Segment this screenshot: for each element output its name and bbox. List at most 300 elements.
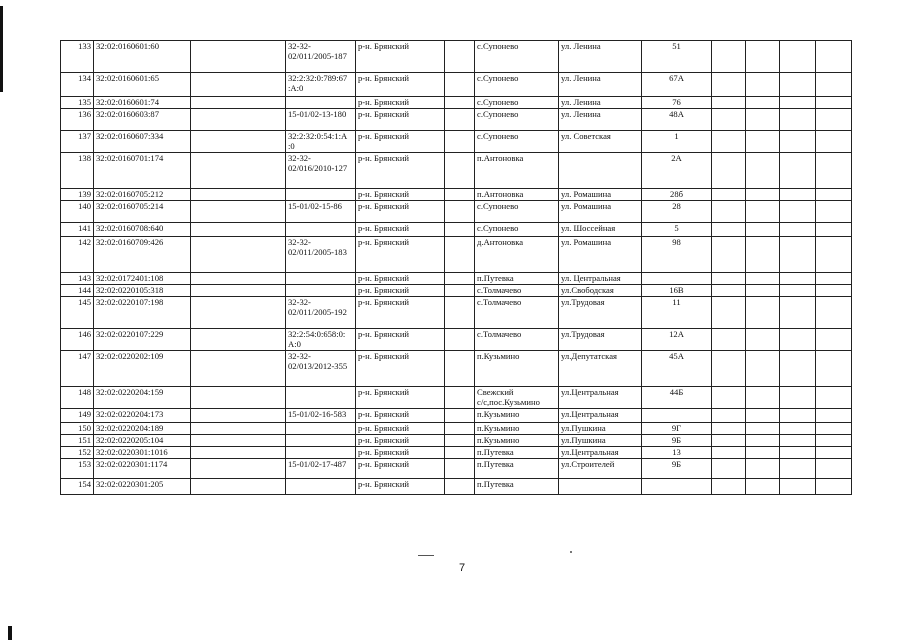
cell-cadastral-number: 32:02:0160705:214 [94, 201, 191, 223]
cell-empty [816, 109, 852, 131]
cell-empty [746, 73, 780, 97]
cell-cadastral-number: 32:02:0220105:318 [94, 285, 191, 297]
cell-house-number: 9Б [642, 435, 712, 447]
cell-empty [445, 285, 475, 297]
cell-empty [780, 73, 816, 97]
cell-empty [780, 387, 816, 409]
cell-empty [445, 41, 475, 73]
cell-empty [191, 297, 286, 329]
cell-empty [746, 41, 780, 73]
cell-empty [816, 201, 852, 223]
scan-edge-mark [0, 6, 3, 92]
table-row [61, 273, 852, 285]
cell-row-number: 137 [61, 131, 94, 153]
cell-row-number: 134 [61, 73, 94, 97]
cell-empty [191, 153, 286, 189]
cell-row-number: 150 [61, 423, 94, 435]
cell-empty [191, 73, 286, 97]
cell-empty [816, 189, 852, 201]
cell-locality: с.Супонево [475, 41, 559, 73]
cell-cadastral-number: 32:02:0160708:640 [94, 223, 191, 237]
cell-empty [746, 201, 780, 223]
cell-district: р-н. Брянский [356, 329, 445, 351]
cell-locality: п.Антоновка [475, 153, 559, 189]
cell-district: р-н. Брянский [356, 41, 445, 73]
cell-empty [445, 459, 475, 479]
cell-row-number: 139 [61, 189, 94, 201]
cell-cadastral-number: 32:02:0220204:173 [94, 409, 191, 423]
cell-locality: с.Толмачево [475, 329, 559, 351]
cell-street [559, 153, 642, 189]
cell-house-number: 9Г [642, 423, 712, 435]
cell-street: ул. Советская [559, 131, 642, 153]
cell-empty [816, 223, 852, 237]
cell-row-number: 147 [61, 351, 94, 387]
cell-empty [780, 41, 816, 73]
cell-empty [191, 351, 286, 387]
table-row [61, 409, 852, 423]
cell-empty [780, 131, 816, 153]
cell-empty [445, 153, 475, 189]
cell-cadastral-number: 32:02:0172401:108 [94, 273, 191, 285]
cell-registration-number [286, 387, 356, 409]
cell-locality: Свежский с/с,пос.Кузьмино [475, 387, 559, 409]
cell-street: ул. Ленина [559, 109, 642, 131]
cell-registration-number: 32:2:32:0:54:1:А :0 [286, 131, 356, 153]
cell-empty [746, 387, 780, 409]
cell-row-number: 148 [61, 387, 94, 409]
cell-row-number: 135 [61, 97, 94, 109]
cell-empty [712, 435, 746, 447]
cell-empty [445, 189, 475, 201]
cell-cadastral-number: 32:02:0220204:159 [94, 387, 191, 409]
cell-empty [816, 459, 852, 479]
cell-empty [780, 153, 816, 189]
cell-district: р-н. Брянский [356, 189, 445, 201]
cell-row-number: 153 [61, 459, 94, 479]
cell-cadastral-number: 32:02:0160601:65 [94, 73, 191, 97]
cell-street: ул. Ромашина [559, 201, 642, 223]
cell-district: р-н. Брянский [356, 131, 445, 153]
cell-district: р-н. Брянский [356, 109, 445, 131]
page-number: 7 [458, 562, 466, 574]
scan-edge-mark [8, 626, 12, 640]
property-registry-table [60, 40, 852, 495]
cell-row-number: 144 [61, 285, 94, 297]
cell-empty [746, 329, 780, 351]
cell-empty [780, 285, 816, 297]
cell-street: ул.Центральная [559, 409, 642, 423]
cell-empty [816, 97, 852, 109]
cell-registration-number: 15-01/02-17-487 [286, 459, 356, 479]
cell-empty [445, 297, 475, 329]
cell-registration-number: 15-01/02-15-86 [286, 201, 356, 223]
cell-empty [712, 223, 746, 237]
cell-house-number: 28 [642, 201, 712, 223]
cell-empty [816, 153, 852, 189]
cell-street: ул.Строителей [559, 459, 642, 479]
cell-locality: с.Супонево [475, 97, 559, 109]
cell-registration-number [286, 423, 356, 435]
cell-empty [191, 423, 286, 435]
cell-cadastral-number: 32:02:0160709:426 [94, 237, 191, 273]
cell-district: р-н. Брянский [356, 273, 445, 285]
cell-empty [712, 479, 746, 495]
cell-empty [191, 97, 286, 109]
cell-cadastral-number: 32:02:0220107:198 [94, 297, 191, 329]
cell-empty [746, 223, 780, 237]
cell-district: р-н. Брянский [356, 297, 445, 329]
cell-empty [712, 273, 746, 285]
cell-locality: с.Толмачево [475, 285, 559, 297]
cell-locality: п.Путевка [475, 273, 559, 285]
cell-registration-number [286, 189, 356, 201]
cell-empty [445, 351, 475, 387]
cell-house-number: 28б [642, 189, 712, 201]
cell-empty [816, 423, 852, 435]
cell-empty [746, 285, 780, 297]
cell-empty [191, 237, 286, 273]
cell-empty [816, 387, 852, 409]
scan-artifact [418, 555, 434, 556]
cell-empty [712, 447, 746, 459]
table-row [61, 479, 852, 495]
cell-district: р-н. Брянский [356, 459, 445, 479]
cell-registration-number [286, 479, 356, 495]
cell-row-number: 154 [61, 479, 94, 495]
cell-empty [746, 423, 780, 435]
cell-street: ул.Центральная [559, 387, 642, 409]
cell-district: р-н. Брянский [356, 285, 445, 297]
cell-empty [445, 131, 475, 153]
table-body [61, 41, 852, 495]
cell-cadastral-number: 32:02:0220301:1174 [94, 459, 191, 479]
cell-empty [780, 223, 816, 237]
cell-empty [746, 153, 780, 189]
cell-district: р-н. Брянский [356, 73, 445, 97]
cell-street: ул.Трудовая [559, 329, 642, 351]
cell-empty [191, 447, 286, 459]
cell-empty [780, 351, 816, 387]
cell-empty [712, 153, 746, 189]
cell-cadastral-number: 32:02:0160705:212 [94, 189, 191, 201]
cell-house-number: 9Б [642, 459, 712, 479]
cell-row-number: 142 [61, 237, 94, 273]
table-row [61, 435, 852, 447]
cell-empty [191, 223, 286, 237]
cell-locality: с.Толмачево [475, 297, 559, 329]
cell-registration-number [286, 223, 356, 237]
cell-empty [445, 329, 475, 351]
cell-empty [445, 409, 475, 423]
cell-street: ул.Пушкина [559, 423, 642, 435]
cell-registration-number [286, 285, 356, 297]
cell-cadastral-number: 32:02:0220107:229 [94, 329, 191, 351]
cell-empty [780, 479, 816, 495]
cell-house-number: 16В [642, 285, 712, 297]
cell-empty [780, 459, 816, 479]
cell-locality: п.Кузьмино [475, 435, 559, 447]
cell-empty [816, 237, 852, 273]
cell-empty [780, 423, 816, 435]
cell-empty [816, 297, 852, 329]
cell-row-number: 140 [61, 201, 94, 223]
cell-district: р-н. Брянский [356, 387, 445, 409]
cell-registration-number: 32:2:32:0:789:67 :А:0 [286, 73, 356, 97]
cell-empty [746, 479, 780, 495]
cell-empty [191, 285, 286, 297]
cell-street: ул. Ленина [559, 97, 642, 109]
cell-district: р-н. Брянский [356, 223, 445, 237]
cell-row-number: 141 [61, 223, 94, 237]
cell-locality: с.Супонево [475, 73, 559, 97]
cell-empty [780, 201, 816, 223]
table-row [61, 423, 852, 435]
cell-empty [191, 109, 286, 131]
cell-empty [746, 97, 780, 109]
cell-house-number: 76 [642, 97, 712, 109]
cell-empty [712, 109, 746, 131]
cell-empty [712, 131, 746, 153]
cell-district: р-н. Брянский [356, 153, 445, 189]
cell-empty [816, 447, 852, 459]
cell-locality: п.Путевка [475, 479, 559, 495]
cell-cadastral-number: 32:02:0160603:87 [94, 109, 191, 131]
cell-registration-number: 15-01/02-13-180 [286, 109, 356, 131]
cell-row-number: 138 [61, 153, 94, 189]
cell-street: ул.Трудовая [559, 297, 642, 329]
cell-house-number: 44Б [642, 387, 712, 409]
cell-row-number: 133 [61, 41, 94, 73]
cell-district: р-н. Брянский [356, 201, 445, 223]
cell-empty [712, 285, 746, 297]
cell-district: р-н. Брянский [356, 435, 445, 447]
cell-locality: с.Супонево [475, 223, 559, 237]
cell-district: р-н. Брянский [356, 97, 445, 109]
cell-empty [816, 479, 852, 495]
cell-cadastral-number: 32:02:0220301:1016 [94, 447, 191, 459]
cell-empty [191, 201, 286, 223]
table-row [61, 73, 852, 97]
table-row [61, 459, 852, 479]
cell-empty [746, 273, 780, 285]
cell-empty [191, 41, 286, 73]
cell-empty [445, 479, 475, 495]
cell-registration-number [286, 97, 356, 109]
cell-cadastral-number: 32:02:0160601:60 [94, 41, 191, 73]
cell-empty [191, 409, 286, 423]
cell-empty [746, 297, 780, 329]
table-row [61, 223, 852, 237]
cell-empty [712, 41, 746, 73]
cell-district: р-н. Брянский [356, 479, 445, 495]
cell-registration-number: 15-01/02-16-583 [286, 409, 356, 423]
cell-empty [191, 273, 286, 285]
cell-cadastral-number: 32:02:0160607:334 [94, 131, 191, 153]
cell-locality: с.Супонево [475, 109, 559, 131]
cell-street: ул.Пушкина [559, 435, 642, 447]
cell-row-number: 145 [61, 297, 94, 329]
cell-empty [191, 459, 286, 479]
scan-artifact [570, 551, 572, 553]
cell-empty [445, 109, 475, 131]
cell-cadastral-number: 32:02:0220204:189 [94, 423, 191, 435]
cell-house-number [642, 479, 712, 495]
cell-house-number: 12А [642, 329, 712, 351]
cell-empty [712, 201, 746, 223]
table-row [61, 41, 852, 73]
cell-registration-number: 32-32- 02/011/2005-187 [286, 41, 356, 73]
cell-cadastral-number: 32:02:0220202:109 [94, 351, 191, 387]
cell-street: ул. Шоссейная [559, 223, 642, 237]
cell-empty [445, 97, 475, 109]
cell-empty [780, 409, 816, 423]
table-row [61, 189, 852, 201]
cell-empty [712, 423, 746, 435]
cell-street: ул. Ленина [559, 41, 642, 73]
cell-empty [780, 109, 816, 131]
cell-locality: п.Антоновка [475, 189, 559, 201]
cell-empty [780, 97, 816, 109]
cell-district: р-н. Брянский [356, 351, 445, 387]
cell-empty [746, 447, 780, 459]
cell-house-number: 5 [642, 223, 712, 237]
cell-empty [780, 237, 816, 273]
cell-empty [445, 435, 475, 447]
cell-empty [712, 329, 746, 351]
cell-locality: с.Супонево [475, 201, 559, 223]
cell-empty [746, 131, 780, 153]
cell-locality: д.Антоновка [475, 237, 559, 273]
cell-row-number: 152 [61, 447, 94, 459]
cell-district: р-н. Брянский [356, 423, 445, 435]
cell-house-number: 2А [642, 153, 712, 189]
cell-street: ул.Свободская [559, 285, 642, 297]
cell-empty [746, 351, 780, 387]
table-row [61, 351, 852, 387]
table-row [61, 201, 852, 223]
table-row [61, 329, 852, 351]
cell-empty [712, 387, 746, 409]
cell-empty [780, 189, 816, 201]
cell-locality: п.Кузьмино [475, 423, 559, 435]
cell-house-number [642, 273, 712, 285]
cell-empty [780, 297, 816, 329]
cell-empty [816, 409, 852, 423]
cell-empty [746, 435, 780, 447]
cell-district: р-н. Брянский [356, 447, 445, 459]
cell-empty [816, 273, 852, 285]
cell-empty [712, 73, 746, 97]
cell-empty [712, 237, 746, 273]
cell-empty [816, 435, 852, 447]
cell-locality: с.Супонево [475, 131, 559, 153]
cell-empty [191, 189, 286, 201]
table-row [61, 131, 852, 153]
cell-registration-number [286, 435, 356, 447]
cell-empty [816, 351, 852, 387]
cell-empty [746, 189, 780, 201]
cell-row-number: 146 [61, 329, 94, 351]
table-row [61, 387, 852, 409]
cell-row-number: 136 [61, 109, 94, 131]
cell-locality: п.Кузьмино [475, 409, 559, 423]
cell-empty [746, 109, 780, 131]
cell-street: ул.Центральная [559, 447, 642, 459]
cell-district: р-н. Брянский [356, 409, 445, 423]
cell-house-number: 67А [642, 73, 712, 97]
cell-empty [445, 237, 475, 273]
cell-empty [445, 273, 475, 285]
cell-district: р-н. Брянский [356, 237, 445, 273]
cell-street: ул. Центральная [559, 273, 642, 285]
cell-empty [746, 409, 780, 423]
cell-empty [780, 273, 816, 285]
table-row [61, 447, 852, 459]
cell-empty [816, 131, 852, 153]
cell-empty [816, 285, 852, 297]
cell-row-number: 149 [61, 409, 94, 423]
table-row [61, 297, 852, 329]
cell-house-number: 98 [642, 237, 712, 273]
cell-empty [780, 435, 816, 447]
cell-house-number: 45А [642, 351, 712, 387]
cell-empty [445, 387, 475, 409]
table-row [61, 237, 852, 273]
cell-empty [746, 459, 780, 479]
cell-empty [712, 297, 746, 329]
cell-house-number: 11 [642, 297, 712, 329]
cell-empty [780, 447, 816, 459]
cell-empty [191, 435, 286, 447]
cell-house-number: 51 [642, 41, 712, 73]
cell-street: ул. Ромашина [559, 189, 642, 201]
cell-street: ул.Депутатская [559, 351, 642, 387]
cell-empty [191, 479, 286, 495]
cell-registration-number: 32-32- 02/011/2005-183 [286, 237, 356, 273]
cell-empty [816, 73, 852, 97]
cell-empty [712, 189, 746, 201]
cell-cadastral-number: 32:02:0160601:74 [94, 97, 191, 109]
cell-street: ул. Ромашина [559, 237, 642, 273]
cell-empty [191, 387, 286, 409]
cell-registration-number: 32:2:54:0:658:0: А:0 [286, 329, 356, 351]
cell-registration-number [286, 447, 356, 459]
table-row [61, 109, 852, 131]
cell-row-number: 151 [61, 435, 94, 447]
cell-empty [712, 351, 746, 387]
cell-empty [445, 201, 475, 223]
cell-row-number: 143 [61, 273, 94, 285]
cell-house-number: 1 [642, 131, 712, 153]
cell-locality: п.Путевка [475, 447, 559, 459]
cell-house-number: 13 [642, 447, 712, 459]
cell-empty [780, 329, 816, 351]
cell-street: ул. Ленина [559, 73, 642, 97]
cell-empty [191, 131, 286, 153]
cell-cadastral-number: 32:02:0220205:104 [94, 435, 191, 447]
cell-registration-number: 32-32- 02/016/2010-127 [286, 153, 356, 189]
cell-empty [712, 459, 746, 479]
cell-empty [816, 41, 852, 73]
table-row [61, 153, 852, 189]
cell-empty [445, 223, 475, 237]
cell-registration-number [286, 273, 356, 285]
cell-empty [712, 409, 746, 423]
cell-empty [445, 423, 475, 435]
cell-empty [445, 447, 475, 459]
cell-house-number: 48А [642, 109, 712, 131]
